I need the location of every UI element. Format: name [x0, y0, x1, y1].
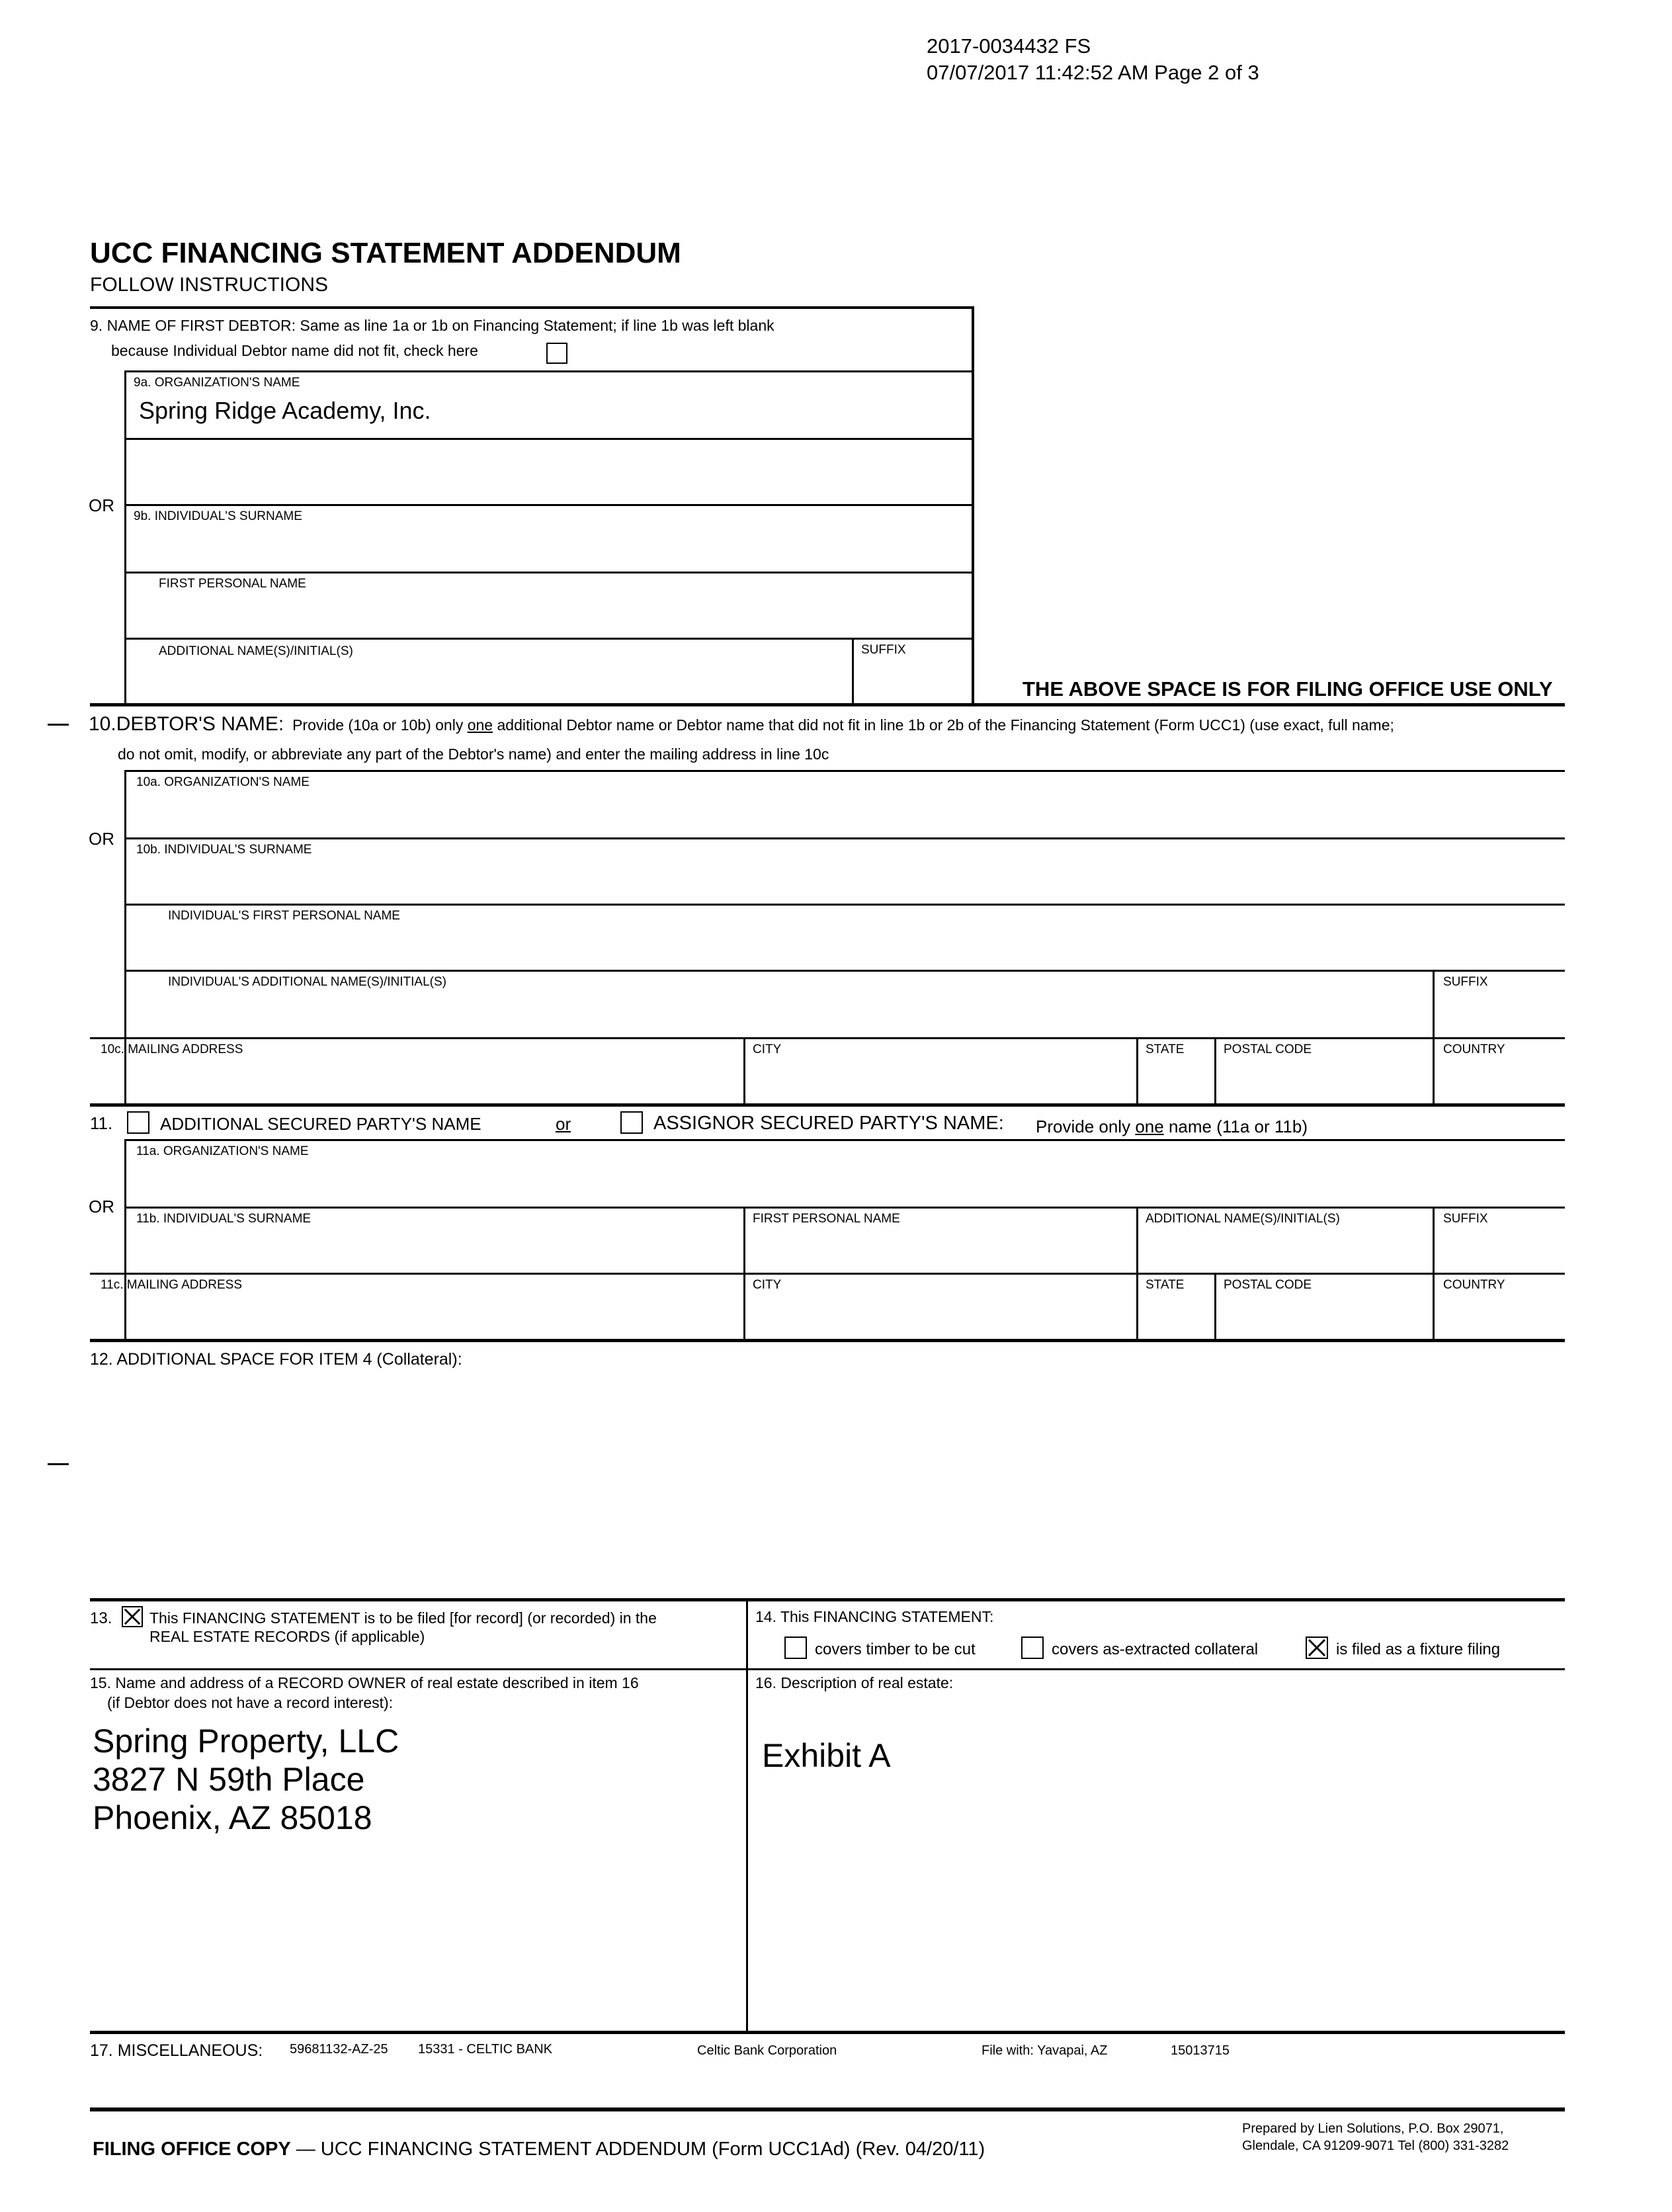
- item10-title: DEBTOR'S NAME:: [116, 713, 284, 735]
- item9-top-border: [90, 306, 974, 309]
- item14-fixture-label: is filed as a fixture filing: [1336, 1640, 1501, 1658]
- item9-suffix-label: SUFFIX: [861, 643, 906, 657]
- filing-office-note: THE ABOVE SPACE IS FOR FILING OFFICE USE ONLY: [1023, 677, 1553, 701]
- item17-file-with: File with: Yavapai, AZ: [982, 2043, 1108, 2058]
- item14-label: 14. This FINANCING STATEMENT:: [755, 1608, 994, 1625]
- item17-top-border: [90, 2031, 1565, 2034]
- item9-label-line1: 9. NAME OF FIRST DEBTOR: Same as line 1a or 1b on Financing Statement; if line 1b was left blank: [90, 317, 774, 334]
- item13-top-border: [90, 1598, 1565, 1601]
- item14-extracted-checkbox[interactable]: [1021, 1637, 1044, 1659]
- record-owner-street: 3827 N 59th Place: [93, 1761, 365, 1798]
- item11-additional-label: ADDITIONAL SECURED PARTY'S NAME: [160, 1114, 481, 1134]
- item13-label-line2: REAL ESTATE RECORDS (if applicable): [149, 1628, 425, 1645]
- item10b-label: 10b. INDIVIDUAL'S SURNAME: [136, 843, 312, 857]
- item10b-top-line: [124, 837, 1565, 839]
- item15-label-line1: 15. Name and address of a RECORD OWNER of real estate described in item 16: [90, 1674, 639, 1691]
- footer-prepared-line2: Glendale, CA 91209-9071 Tel (800) 331-3282: [1242, 2139, 1509, 2153]
- item9a-label: 9a. ORGANIZATION'S NAME: [134, 376, 300, 390]
- item13-num: 13.: [90, 1609, 112, 1627]
- item17-corp: Celtic Bank Corporation: [697, 2043, 837, 2058]
- item11b-first-name-label: FIRST PERSONAL NAME: [753, 1212, 900, 1226]
- item11c-postal-divider: [1214, 1273, 1216, 1341]
- item10-additional-label: INDIVIDUAL'S ADDITIONAL NAME(S)/INITIAL(S): [168, 975, 446, 989]
- item14-timber-checkbox[interactable]: [784, 1637, 807, 1659]
- item11-num: 11.: [90, 1113, 113, 1133]
- item9-first-name-label: FIRST PERSONAL NAME: [159, 577, 306, 591]
- item11-or: or: [556, 1114, 571, 1134]
- item13-checkbox[interactable]: [122, 1606, 143, 1627]
- item10c-top-line: [90, 1037, 1565, 1039]
- x-mark-icon: [123, 1607, 142, 1626]
- footer-form-text: UCC FINANCING STATEMENT ADDENDUM (Form UCC1Ad) (Rev. 04/20/11): [320, 2139, 985, 2160]
- x-mark-icon: [1307, 1638, 1327, 1658]
- item10-one: one: [467, 716, 493, 734]
- item9-left-border: [124, 370, 126, 706]
- item11-assignor-label: ASSIGNOR SECURED PARTY'S NAME:: [653, 1113, 1004, 1134]
- filing-number: 2017-0034432 FS: [927, 34, 1091, 58]
- item10-label-line1: [89, 714, 1394, 735]
- filing-datetime: 07/07/2017 11:42:52 AM Page 2 of 3: [927, 61, 1259, 84]
- item9-checkbox[interactable]: [546, 343, 567, 364]
- item11a-top-line: [124, 1139, 1565, 1141]
- item10-first-name-label: INDIVIDUAL'S FIRST PERSONAL NAME: [168, 909, 400, 923]
- item11c-mailing-label: 11c. MAILING ADDRESS: [101, 1278, 242, 1292]
- item13-label-line1: This FINANCING STATEMENT is to be filed [for record] (or recorded) in the: [149, 1609, 657, 1627]
- item9a-value[interactable]: Spring Ridge Academy, Inc.: [139, 397, 431, 424]
- item11-left-border: [124, 1139, 126, 1341]
- item12-label: 12. ADDITIONAL SPACE FOR ITEM 4 (Collateral):: [90, 1350, 462, 1369]
- item17-label: 17. MISCELLANEOUS:: [90, 2041, 263, 2060]
- item11c-state-label: STATE: [1146, 1278, 1185, 1292]
- follow-instructions: FOLLOW INSTRUCTIONS: [90, 274, 329, 296]
- item11b-top-line: [124, 1207, 1565, 1209]
- item10c-state-label: STATE: [1146, 1042, 1185, 1056]
- item11-additional-checkbox[interactable]: [127, 1111, 149, 1134]
- item10-top-border: [90, 703, 1565, 706]
- item11-assignor-checkbox[interactable]: [620, 1111, 643, 1134]
- item17-ref: 59681132-AZ-25: [290, 2042, 388, 2057]
- item11b-suffix-label: SUFFIX: [1443, 1212, 1488, 1226]
- item10c-mailing-label: 10c. MAILING ADDRESS: [101, 1042, 243, 1056]
- item11b-additional-label: ADDITIONAL NAME(S)/INITIAL(S): [1146, 1212, 1340, 1226]
- item10c-city-divider: [743, 1037, 745, 1106]
- margin-mark-top: [48, 724, 69, 726]
- footer-form-line: [93, 2138, 985, 2160]
- item10-num: 10.: [89, 713, 116, 735]
- item11b-surname-label: 11b. INDIVIDUAL'S SURNAME: [136, 1212, 312, 1226]
- item9-or-label: OR: [89, 495, 114, 515]
- item11-provide-a: Provide only: [1036, 1117, 1131, 1136]
- footer-copy-label: FILING OFFICE COPY: [93, 2139, 291, 2160]
- item15-label-line2: (if Debtor does not have a record interest):: [107, 1694, 394, 1711]
- item9-additional-line: [124, 638, 974, 640]
- item12-top-border: [90, 1339, 1565, 1342]
- record-owner-name: Spring Property, LLC: [93, 1723, 399, 1760]
- item10-text-a: Provide (10a or 10b) only: [292, 716, 464, 734]
- item10-first-name-line: [124, 904, 1565, 906]
- item17-number: 15013715: [1171, 2043, 1230, 2058]
- item11c-postal-label: POSTAL CODE: [1224, 1278, 1312, 1292]
- form-title: UCC FINANCING STATEMENT ADDENDUM: [90, 237, 681, 269]
- item14-fixture-checkbox[interactable]: [1306, 1637, 1328, 1659]
- item17-bank: 15331 - CELTIC BANK: [418, 2042, 553, 2057]
- item11c-top-line: [90, 1273, 1565, 1275]
- item9-first-name-line: [124, 572, 974, 574]
- item10-or-label: OR: [89, 829, 114, 849]
- item9b-label: 9b. INDIVIDUAL'S SURNAME: [134, 509, 302, 523]
- footer-dash: —: [296, 2139, 315, 2160]
- item11-provide: [1036, 1117, 1308, 1136]
- item11-provide-b: name (11a or 11b): [1168, 1117, 1308, 1136]
- item10-additional-line: [124, 970, 1565, 972]
- item10-label-line2: do not omit, modify, or abbreviate any part of the Debtor's name) and enter the mailing address in line 10c: [118, 745, 829, 763]
- item9a-top-line: [124, 370, 974, 372]
- item11a-label: 11a. ORGANIZATION'S NAME: [136, 1144, 309, 1158]
- item10c-city-label: CITY: [753, 1042, 782, 1056]
- item10a-label: 10a. ORGANIZATION'S NAME: [136, 775, 310, 789]
- item9b-top-line: [124, 504, 974, 506]
- item9a-bottom-line: [124, 438, 974, 440]
- item11c-city-label: CITY: [753, 1278, 782, 1292]
- item15-top-line: [90, 1668, 1565, 1670]
- item16-label: 16. Description of real estate:: [755, 1674, 954, 1691]
- item11-top-border: [90, 1103, 1565, 1107]
- item11-provide-one: one: [1135, 1117, 1164, 1136]
- item9-label-line2: because Individual Debtor name did not fit, check here: [111, 342, 478, 359]
- item10c-postal-divider: [1214, 1037, 1216, 1106]
- item11c-country-label: COUNTRY: [1443, 1278, 1505, 1292]
- footer-prepared-line1: Prepared by Lien Solutions, P.O. Box 29071,: [1242, 2121, 1504, 2136]
- item10-suffix-label: SUFFIX: [1443, 975, 1488, 989]
- margin-mark-bottom: [48, 1463, 69, 1465]
- item10a-top-line: [124, 770, 1565, 772]
- item11-or-label: OR: [89, 1197, 114, 1216]
- item9-right-border: [972, 306, 974, 706]
- record-owner-city: Phoenix, AZ 85018: [93, 1799, 372, 1836]
- item10c-state-divider: [1136, 1037, 1138, 1106]
- item9-suffix-divider: [852, 638, 854, 706]
- item9-additional-label: ADDITIONAL NAME(S)/INITIAL(S): [159, 644, 353, 658]
- item14-extracted-label: covers as-extracted collateral: [1052, 1640, 1259, 1658]
- footer-rule: [90, 2107, 1565, 2111]
- item14-timber-label: covers timber to be cut: [815, 1640, 976, 1658]
- item16-value: Exhibit A: [762, 1737, 891, 1774]
- item10c-country-label: COUNTRY: [1443, 1042, 1505, 1056]
- item10-text-b: additional Debtor name or Debtor name that did not fit in line 1b or 2b of the Financing Statement (Form UCC1) (use exact, full name;: [497, 716, 1394, 734]
- item10c-postal-label: POSTAL CODE: [1224, 1042, 1312, 1056]
- center-divider: [746, 1598, 748, 2033]
